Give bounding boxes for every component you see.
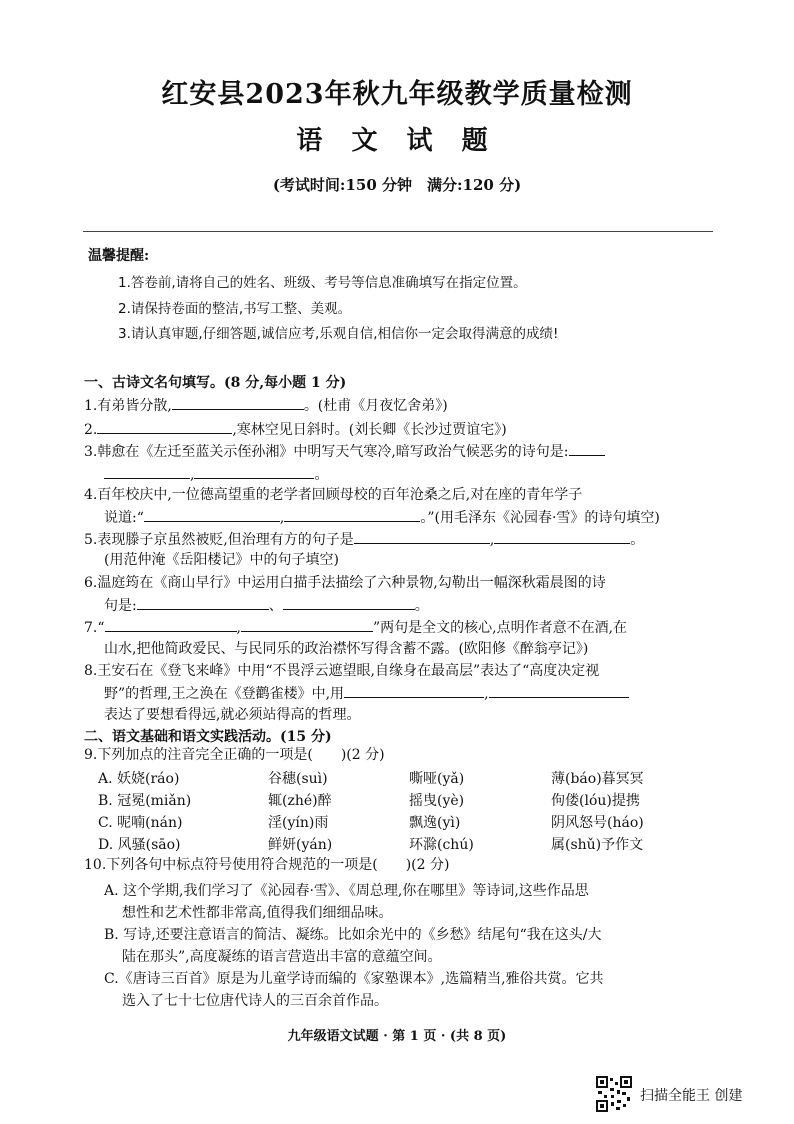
option-cell: 淫(yín)雨: [268, 815, 329, 831]
answer-blank[interactable]: [284, 506, 420, 522]
question-8: [84, 660, 599, 682]
option-cell: 谷穗(suì): [268, 771, 328, 787]
question-5-cont: [104, 549, 339, 569]
question-text: 。: [414, 598, 429, 614]
answer-blank[interactable]: [283, 594, 415, 610]
answer-blank[interactable]: [194, 463, 314, 479]
answer-blank[interactable]: [241, 616, 373, 632]
exam-info: (考试时间:150 分钟 满分:120 分): [272, 176, 522, 194]
option-line: 选入了七十七位唐代诗人的三百余首作品。: [122, 993, 388, 1009]
option-line: B. 写诗,还要注意语言的简洁、凝练。比如余光中的《乡愁》结尾句“我在这头/大: [104, 927, 602, 943]
section-heading: 二、语文基础和语文实践活动。(15 分): [84, 729, 332, 745]
option-cell: C. 呢喃(nán): [98, 815, 183, 831]
option-cell: 环滁(chú): [409, 837, 474, 853]
section-heading: 一、古诗文名句填写。(8 分,每小题 1 分): [84, 375, 347, 391]
question-text: ,: [489, 532, 495, 548]
answer-blank[interactable]: [137, 594, 269, 610]
option-line: A. 这个学期,我们学习了《沁园春·雪》、《周总理,你在哪里》等诗词,这些作品思: [104, 883, 589, 899]
notice-item: 3.请认真审题,仔细答题,诚信应考,乐观自信,相信你一定会取得满意的成绩!: [118, 326, 559, 342]
question-text: ,: [484, 686, 489, 702]
answer-blank[interactable]: [354, 528, 490, 544]
question-text: 7.“: [84, 620, 105, 636]
notice-heading: 温馨提醒:: [88, 248, 150, 264]
question-text: 。: [314, 467, 329, 483]
question-7: [84, 616, 627, 639]
question-text: 3.韩愈在《左迁至蓝关示侄孙湘》中明写天气寒冷,暗写政治气候恶劣的诗句是:: [84, 444, 569, 460]
question-text: (用范仲淹《岳阳楼记》中的句子填空): [104, 552, 339, 568]
answer-blank[interactable]: [97, 418, 232, 434]
question-text: ,寒林空见日斜时。(刘长卿《长沙过贾谊宅》): [232, 422, 507, 438]
question-3: [84, 440, 605, 463]
option-cell: 嘶哑(yǎ): [409, 771, 465, 787]
question-2: [84, 418, 507, 441]
option-cell: B. 冠冕(miǎn): [98, 793, 192, 809]
question-text: 、: [268, 598, 283, 614]
question-text: 句是:: [104, 598, 137, 614]
question-6-cont: [104, 594, 429, 615]
answer-blank[interactable]: [104, 463, 190, 479]
option-cell: 属(shǔ)予作文: [551, 837, 644, 853]
answer-blank[interactable]: [569, 440, 605, 456]
question-text: 6.温庭筠在《商山早行》中运用白描手法描绘了六种景物,勾勒出一幅深秋霜晨图的诗: [84, 575, 606, 591]
question-text: ,: [190, 467, 195, 483]
question-text: 说道:“: [104, 510, 144, 526]
question-text: 表达了要想看得远,就必须站得高的哲理。: [104, 707, 361, 723]
question-text: 野”的哲理,王之涣在《登鹳雀楼》中,用: [104, 686, 345, 702]
answer-blank[interactable]: [144, 506, 280, 522]
question-text: 2.: [84, 422, 98, 438]
option-cell: A. 妖娆(ráo): [98, 771, 180, 787]
option-cell: 摇曳(yè): [409, 793, 465, 809]
question-8-end: [104, 704, 360, 724]
notice-item: 1.答卷前,请将自己的姓名、班级、考号等信息准确填写在指定位置。: [118, 275, 527, 291]
question-text: ,: [279, 510, 285, 526]
subject-title: 语 文 试 题: [296, 126, 498, 156]
question-6: [84, 572, 606, 594]
answer-blank[interactable]: [172, 394, 304, 410]
option-cell: D. 风骚(sāo): [98, 837, 181, 853]
question-text: 5.表现滕子京虽然被贬,但治理有方的句子是: [84, 532, 354, 548]
option-cell: 薄(báo)暮冥冥: [551, 771, 644, 787]
question-5: [84, 528, 644, 551]
option-line: C.《唐诗三百首》原是为儿童学诗而编的《家塾课本》,选篇精当,雅俗共赏。它共: [104, 971, 604, 987]
question-9: 9.下列加点的注音完全正确的一项是( )(2 分): [84, 747, 385, 763]
option-cell: 阴风怒号(háo): [551, 815, 644, 831]
page-footer: 九年级语文试题 · 第 1 页 · (共 8 页): [287, 1029, 507, 1044]
question-text: ”两句是全文的核心,点明作者意不在酒,在: [372, 620, 628, 636]
answer-blank[interactable]: [105, 616, 237, 632]
qr-code-icon: [596, 1076, 632, 1112]
option-line: 想性和艺术性都非常高,值得我们细细品味。: [122, 905, 393, 921]
question-text: 4.百年校庆中,一位德高望重的老学者回顾母校的百年沧桑之后,对在座的青年学子: [84, 487, 583, 503]
option-cell: 佝偻(lóu)提携: [551, 793, 640, 809]
question-text: ,: [236, 620, 241, 636]
option-line: 陆在那头”,高度凝练的语言营造出丰富的意蕴空间。: [122, 949, 442, 965]
scanner-watermark: 扫描全能王 创建: [640, 1088, 743, 1104]
divider: [83, 231, 713, 232]
question-10: 10.下列各句中标点符号使用符合规范的一项是( )(2 分): [84, 857, 450, 873]
option-cell: 辄(zhé)醉: [268, 793, 332, 809]
question-4-cont: [104, 506, 660, 527]
question-4: [84, 484, 582, 506]
question-text: 。: [630, 532, 645, 548]
question-text: 1.有弟皆分散,: [84, 398, 172, 414]
question-text: 。”(用毛泽东《沁园春·雪》的诗句填空): [420, 510, 660, 526]
question-7-cont: [104, 638, 588, 658]
question-1: [84, 394, 448, 417]
answer-blank[interactable]: [344, 682, 484, 698]
question-3-cont: [104, 463, 328, 484]
question-text: 。(杜甫《月夜忆舍弟》): [303, 398, 448, 414]
question-text: 8.王安石在《登飞来峰》中用“不畏浮云遮望眼,自缘身在最高层”表达了“高度决定视: [84, 663, 600, 679]
option-cell: 鲜妍(yán): [268, 837, 333, 853]
answer-blank[interactable]: [489, 682, 629, 698]
option-cell: 飘逸(yì): [409, 815, 461, 831]
notice-item: 2.请保持卷面的整洁,书写工整、美观。: [118, 301, 352, 317]
answer-blank[interactable]: [494, 528, 630, 544]
question-8-cont: [104, 682, 629, 703]
question-text: 山水,把他简政爱民、与民同乐的政治襟怀写得含蓄不露。(欧阳修《醉翁亭记》): [104, 641, 589, 657]
exam-title: 红安县2023年秋九年级教学质量检测: [161, 79, 633, 110]
